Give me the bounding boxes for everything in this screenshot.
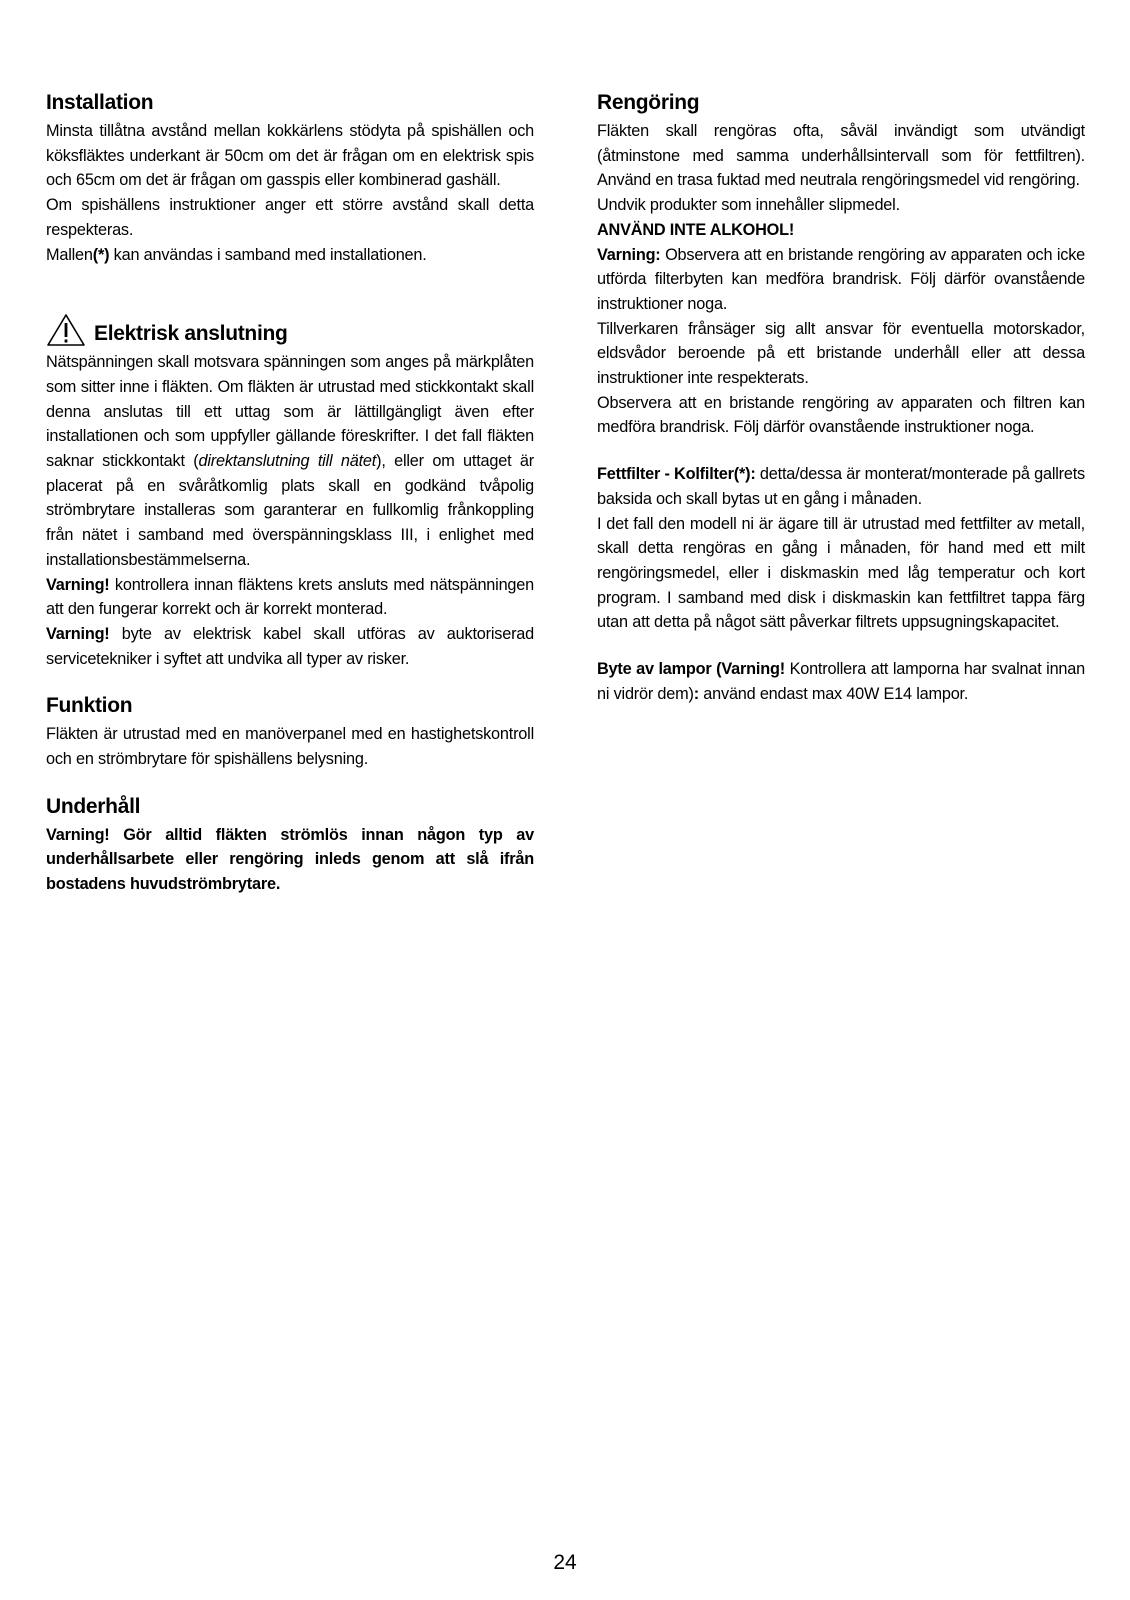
lampor-paragraph (597, 657, 1085, 706)
left-column (46, 90, 534, 897)
installation-paragraph-3 (46, 243, 534, 268)
section-rengoring (597, 90, 1085, 440)
section-underhall (46, 794, 534, 897)
elektrisk-text-a: Nätspänningen skall motsvara spänningen som anges på märkplåten som sitter inne i fläkten. Om fläkten är utrustad med stickkontakt skall denna anslutas till ett uttag som är lättillgängligt även efter installationen och som uppfyller gällande föreskrifter. I det fall fläkten saknar stickkontakt ( (46, 353, 534, 471)
heading-rengoring: Rengöring (597, 91, 700, 114)
heading-funktion: Funktion (46, 694, 133, 718)
warning-triangle-icon (46, 313, 86, 347)
warning-text: byte av elektrisk kabel skall utföras av auktoriserad servicetekniker i syftet att undvika all typer av risker. (46, 624, 534, 668)
elektrisk-warning-1 (46, 573, 534, 622)
section-funktion (46, 693, 534, 771)
rengoring-warning (597, 243, 1085, 317)
fettfilter-text: detta/dessa är monterat/monterade på gallrets baksida och skall bytas ut en gång i månaden. (597, 465, 1085, 508)
elektrisk-text-italic: direktanslutning till nätet (198, 452, 377, 471)
section-elektrisk-anslutning (46, 313, 534, 671)
rengoring-alcohol-warning: ANVÄND INTE ALKOHOL! (597, 220, 795, 239)
lampor-text-2: använd endast max 40W E14 lampor. (698, 684, 969, 703)
heading-elektrisk-anslutning: Elektrisk anslutning (94, 322, 288, 346)
fettfilter-paragraph-1 (597, 462, 1085, 511)
underhall-warning: Varning! Gör alltid fläkten strömlös innan någon typ av underhållsarbete eller rengöring inleds genom att slå ifrån bostadens huvudströmbrytare. (46, 825, 534, 894)
heading-installation: Installation (46, 91, 154, 114)
warning-label: Varning! (46, 624, 110, 643)
installation-paragraph-1: Minsta tillåtna avstånd mellan kokkärlens stödyta på spishällen och köksfläktes underkant är 50cm om det är frågan om en elektrisk spis och 65cm om det är frågan om gasspis eller kombinerad gashäll. (46, 122, 534, 190)
section-installation (46, 90, 534, 267)
warning-text: kontrollera innan fläktens krets ansluts med nätspänningen att den fungerar korrekt och är korrekt monterad. (46, 575, 534, 619)
rengoring-paragraph-1: Fläkten skall rengöras ofta, såväl invändigt som utvändigt (åtminstone med samma underhållsintervall som för fettfiltren). Använd en trasa fuktad med neutrala rengöringsmedel vid rengöring. (597, 122, 1085, 190)
elektrisk-heading-row (46, 313, 534, 347)
lampor-label: Byte av lampor (Varning! (597, 660, 785, 679)
warning-label: Varning! (46, 575, 110, 594)
template-text: Mallen (46, 245, 93, 264)
rengoring-paragraph-5: Tillverkaren frånsäger sig allt ansvar för eventuella motorskador, eldsvådor beroende på ett bristande underhåll eller att dessa instruktioner inte respekterats. (597, 319, 1085, 388)
elektrisk-paragraph-1 (46, 350, 534, 572)
lampor-text-1: Kontrollera att lamporna har svalnat innan ni vidrör dem) (597, 660, 1085, 703)
installation-text: kan användas i samband med installationen. (109, 245, 427, 264)
rengoring-paragraph-2: Undvik produkter som innehåller slipmedel. (597, 196, 900, 215)
installation-paragraph-2: Om spishällens instruktioner anger ett större avstånd skall detta respekteras. (46, 196, 534, 239)
section-fettfilter (597, 462, 1085, 635)
rengoring-paragraph-6: Observera att en bristande rengöring av apparaten och filtren kan medföra brandrisk. Följ därför ovanstående instruktioner noga. (597, 393, 1085, 437)
asterisk-marker: (*) (92, 245, 110, 264)
section-lampor (597, 657, 1085, 706)
fettfilter-label: Fettfilter - Kolfilter(*): (597, 465, 756, 484)
elektrisk-warning-2 (46, 622, 534, 671)
page-number: 24 (553, 1551, 577, 1574)
heading-underhall: Underhåll (46, 794, 141, 818)
funktion-paragraph: Fläkten är utrustad med en manöverpanel med en hastighetskontroll och en strömbrytare för spishällens belysning. (46, 725, 534, 769)
fettfilter-paragraph-2: I det fall den modell ni är ägare till är utrustad med fettfilter av metall, skall detta rengöras en gång i månaden, för hand med ett milt rengöringsmedel, eller i diskmaskin med låg temperatur och kort program. I samband med disk i diskmaskin kan fettfiltret tappa färg utan att detta på något sätt påverkar filtrets uppsugningskapacitet. (597, 514, 1085, 632)
warning-label: Varning: (597, 245, 661, 264)
warning-text: Observera att en bristande rengöring av apparaten och icke utförda filterbyten kan medföra brandrisk. Följ därför ovanstående instruktioner noga. (597, 245, 1085, 313)
lampor-colon: : (693, 684, 699, 703)
right-column (597, 90, 1085, 706)
elektrisk-text-b: ), eller om uttaget är placerat på en svåråtkomlig plats skall en godkänd tvåpolig strömbrytare installeras som garanterar en fullkomlig frånkoppling från nätet i samband med överspänningsklass III, i enlighet med installationsbestämmelserna. (46, 452, 534, 569)
